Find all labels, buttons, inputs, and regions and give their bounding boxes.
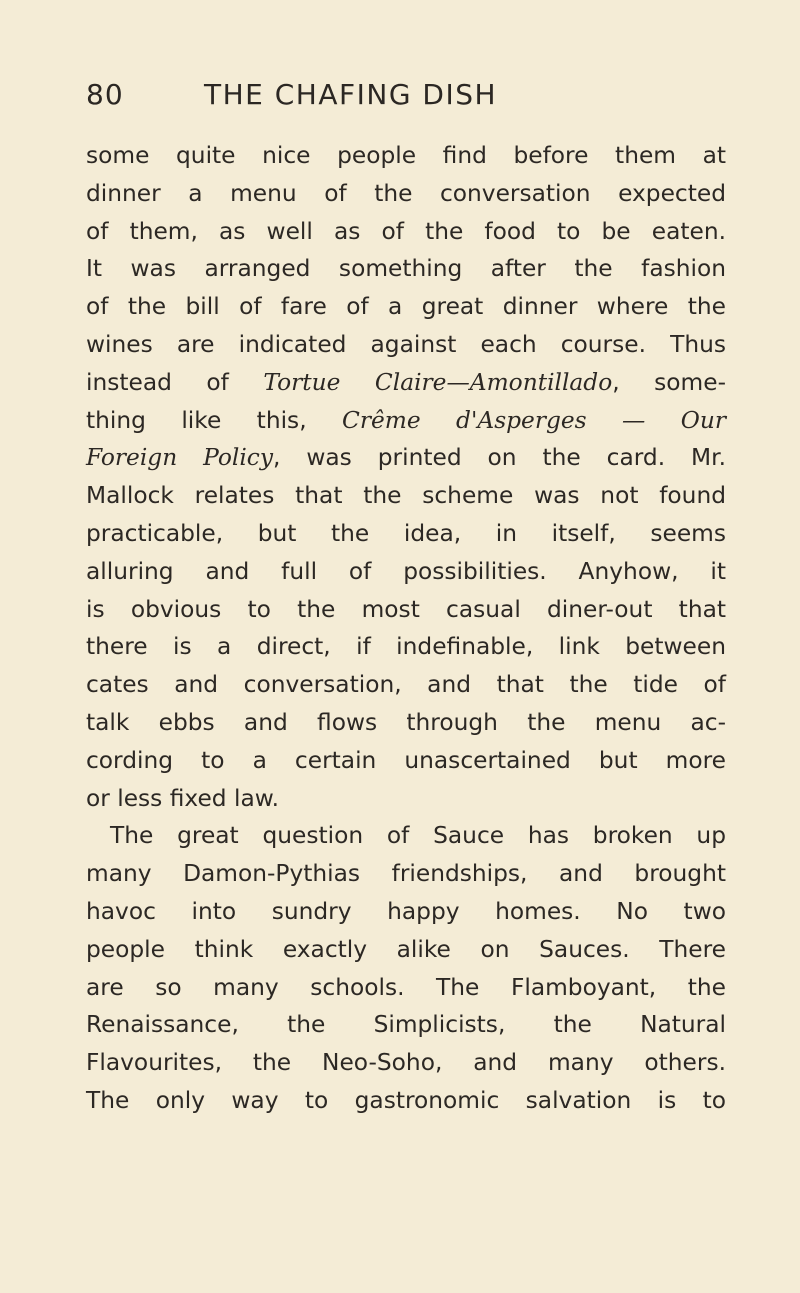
text-line: many Damon-Pythias friendships, and brought — [86, 860, 726, 888]
text-line: It was arranged something after the fashion — [86, 255, 726, 283]
text-line: The great question of Sauce has broken up — [110, 822, 726, 850]
italic-menu-item: Crême d'Asperges — Our — [342, 406, 726, 434]
text-line: dinner a menu of the conversation expected — [86, 179, 726, 207]
text-line — [86, 364, 726, 402]
text-run: thing like this, — [86, 406, 343, 434]
text-line: Flavourites, the Neo-Soho, and many others. — [86, 1049, 726, 1077]
text-line: cording to a certain unascertained but more — [86, 746, 726, 774]
text-line: The only way to gastronomic salvation is to — [86, 1086, 726, 1114]
text-line: havoc into sundry happy homes. No two — [86, 897, 726, 925]
text-line: practicable, but the idea, in itself, seems — [86, 519, 726, 547]
page-number: 80 — [86, 78, 124, 111]
italic-menu-item: Foreign Policy — [86, 444, 274, 472]
page-header — [86, 78, 726, 118]
text-line — [86, 439, 726, 477]
text-line — [86, 402, 726, 440]
running-title: THE CHAFING DISH — [204, 78, 498, 111]
text-line: Mallock relates that the scheme was not found — [86, 482, 726, 510]
paragraph-2 — [86, 817, 726, 1119]
text-line: are so many schools. The Flamboyant, the — [86, 973, 726, 1001]
text-line: cates and conversation, and that the tide of — [86, 671, 726, 699]
text-run: , was printed on the card. Mr. — [273, 444, 726, 472]
text-line: there is a direct, if indefinable, link between — [86, 633, 726, 661]
italic-menu-item: Tortue Claire—Amontillado — [263, 368, 613, 396]
text-line: talk ebbs and flows through the menu ac- — [86, 708, 726, 736]
text-line: or less fixed law. — [86, 784, 280, 812]
text-line: alluring and full of possibilities. Anyhow, it — [86, 557, 726, 585]
text-line: is obvious to the most casual diner-out that — [86, 595, 726, 623]
text-run: instead of — [86, 368, 264, 396]
text-line: wines are indicated against each course. Thus — [86, 330, 726, 358]
text-line: Renaissance, the Simplicists, the Natural — [86, 1011, 726, 1039]
text-line: some quite nice people find before them at — [86, 142, 726, 169]
text-line: people think exactly alike on Sauces. There — [86, 935, 726, 963]
body-text — [86, 137, 726, 1120]
text-line: of the bill of fare of a great dinner where the — [86, 293, 726, 321]
text-run: , some- — [612, 368, 726, 396]
text-line: of them, as well as of the food to be eaten. — [86, 217, 726, 245]
paragraph-1 — [86, 137, 726, 817]
